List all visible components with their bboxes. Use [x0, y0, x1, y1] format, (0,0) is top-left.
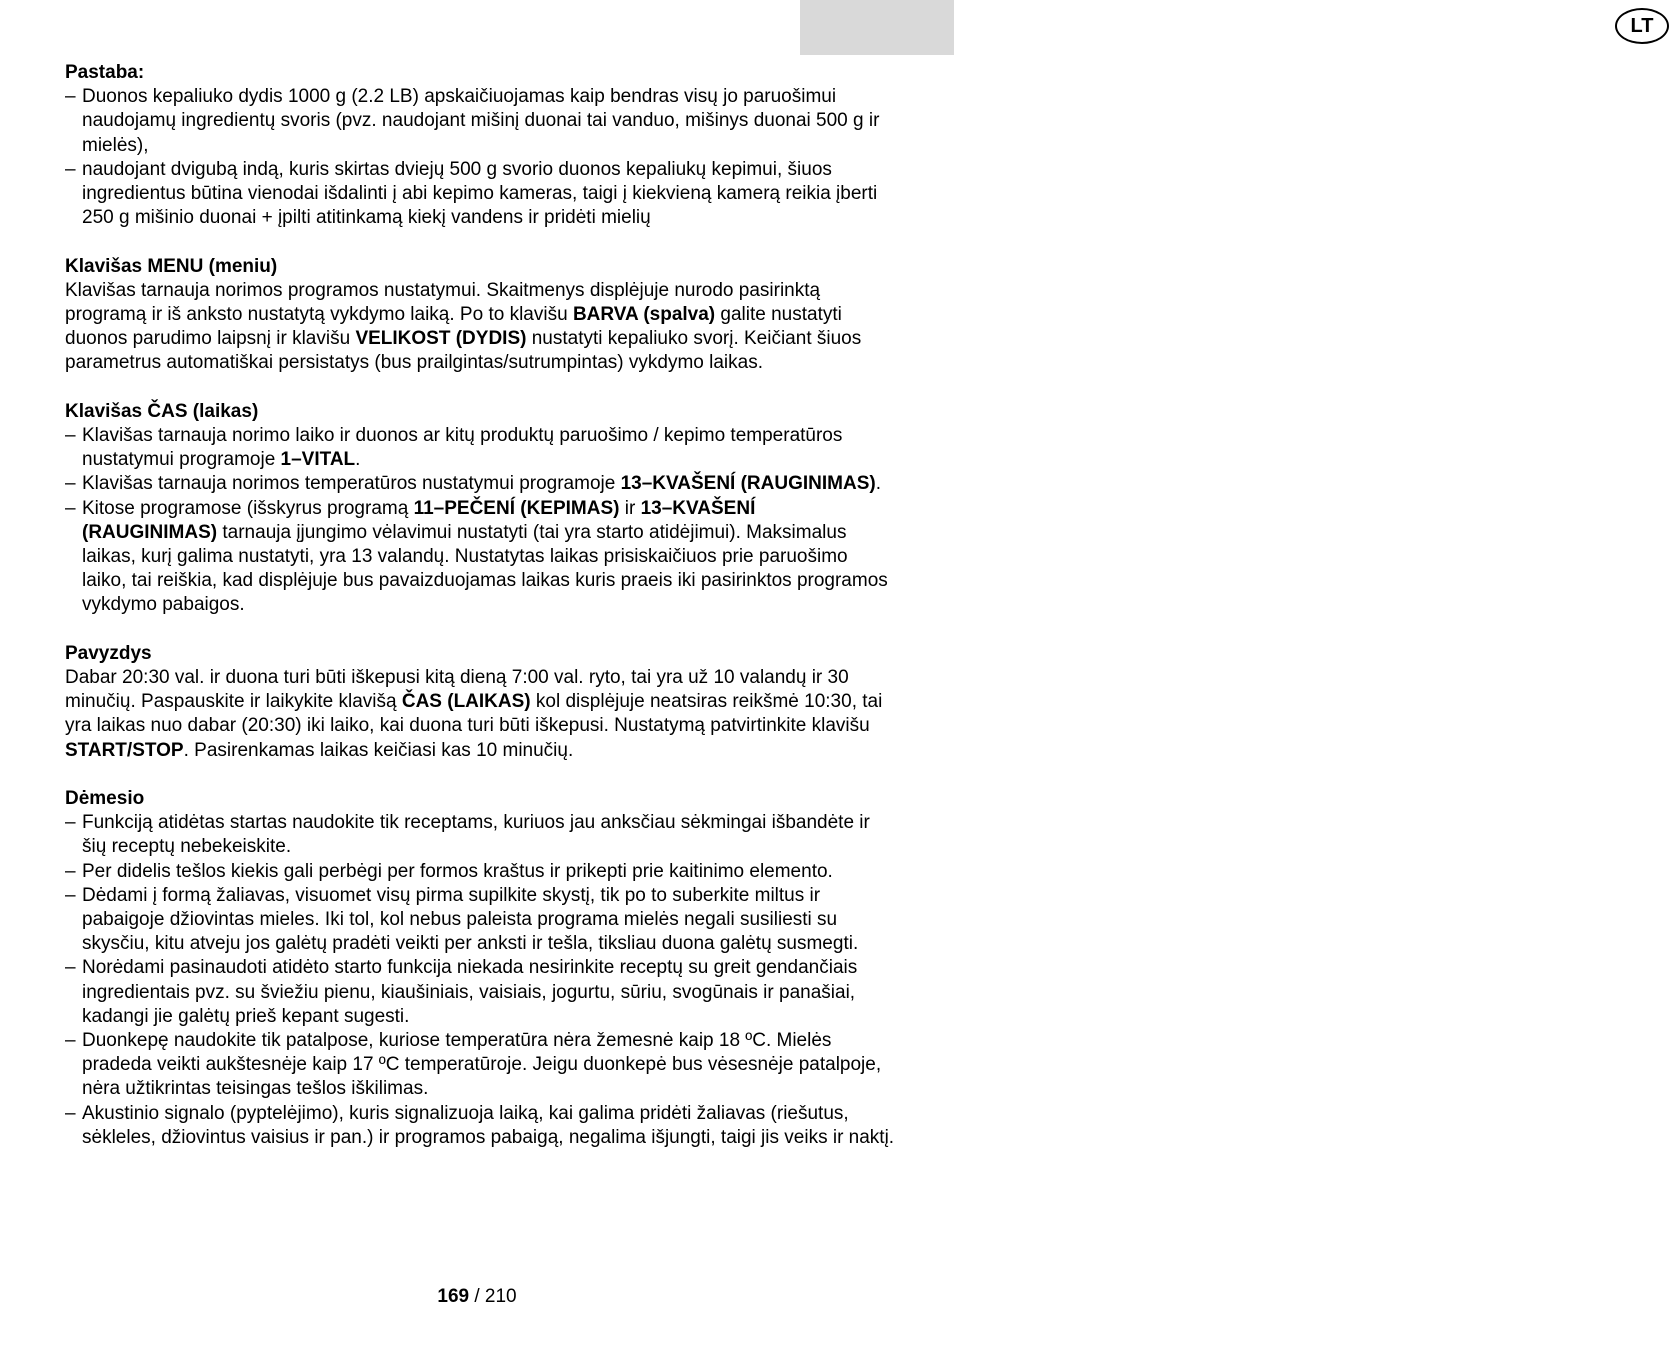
- dash-bullet: –: [65, 1030, 76, 1052]
- bold-text: 13–KVAŠENÍ (RAUGINIMAS): [620, 473, 876, 495]
- list-item: [65, 472, 895, 496]
- text-run: Akustinio signalo (pyptelėjimo), kuris signalizuoja laiką, kai galima pridėti žaliavas (riešutus, sėkleles, džiovintus vaisius ir pan.) ir programos pabaigą, negalima išjungti, taigi jis veiks ir naktį.: [82, 1102, 895, 1148]
- text-run: Klavišas tarnauja norimo laiko ir duonos ar kitų produktų paruošimo / kepimo temperatūros nustatymui programoje: [82, 425, 843, 471]
- list-item: [65, 860, 895, 884]
- section-heading: Klavišas ČAS (laikas): [65, 400, 259, 422]
- page-separator: /: [469, 1286, 485, 1307]
- section-heading: Pastaba:: [65, 62, 145, 83]
- current-page: 169: [437, 1286, 470, 1307]
- text-run: Norėdami pasinaudoti atidėto starto funkcija niekada nesirinkite receptų su greit gendančiais ingredientais pvz. su šviežiu pienu, kiaušiniais, vaisiais, jogurtu, sūriu, svogūnais ir panašiai, kadangi jie galėtų prieš kepant sugesti.: [82, 957, 858, 1027]
- list-item: [65, 956, 895, 1029]
- section-pastaba: [65, 61, 895, 230]
- bold-text: 13–KVAŠENÍ (RAUGINIMAS): [82, 497, 756, 543]
- bullet-list: [65, 811, 895, 1150]
- bold-text: 11–PEČENÍ (KEPIMAS): [413, 497, 620, 519]
- paragraph: [65, 666, 895, 763]
- total-pages: 210: [484, 1286, 517, 1307]
- text-run: galite nustatyti duonos parudimo laipsnį ir klavišu: [65, 304, 842, 350]
- section-heading: Klavišas MENU (meniu): [65, 255, 278, 277]
- text-run: nustatyti kepaliuko svorį. Keičiant šiuos parametrus automatiškai persistatys (bus prailgintas/sutrumpintas) vykdymo laikas.: [65, 328, 862, 374]
- text-run: .: [355, 449, 361, 471]
- text-run: Klavišas tarnauja norimos programos nustatymui. Skaitmenys displėjuje nurodo pasirinktą programą ir iš anksto nustatytą vykdymo laiką. Po to klavišu: [65, 279, 821, 326]
- text-run: . Pasirenkamas laikas keičiasi kas 10 minučių.: [183, 739, 574, 761]
- bullet-list: [65, 85, 895, 230]
- section-heading: Pavyzdys: [65, 642, 152, 664]
- dash-bullet: –: [65, 1102, 76, 1124]
- text-run: Kitose programose (išskyrus programą: [82, 497, 414, 519]
- bold-text: VELIKOST (DYDIS): [355, 328, 527, 350]
- text-run: .: [875, 473, 881, 495]
- list-item: [65, 1102, 895, 1150]
- dash-bullet: –: [65, 425, 76, 447]
- section-time-key: [65, 400, 895, 618]
- language-tab: [800, 0, 1654, 55]
- section-heading: Dėmesio: [65, 788, 145, 810]
- text-run: Dabar 20:30 val. ir duona turi būti iškepusi kitą dieną 7:00 val. ryto, tai yra už 10 valandų ir 30 minučių. Paspauskite ir laikykite klavišą: [65, 667, 849, 713]
- bold-text: BARVA (spalva): [572, 304, 716, 326]
- dash-bullet: –: [65, 884, 76, 906]
- text-run: Duonos kepaliuko dydis 1000 g (2.2 LB) apskaičiuojamas kaip bendras visų jo paruošimui naudojamų ingredientų svoris (pvz. naudojant mišinį duonai tai vanduo, mišinys duonai 500 g ir mielės),: [82, 86, 880, 156]
- text-run: Dėdami į formą žaliavas, visuomet visų pirma supilkite skystį, tik po to suberkite miltus ir pabaigoje džiovintas mieles. Iki tol, kol nebus paleista programa mielės negali susiliesti su skysčiu, kitu atveju jos galėtų pradėti veikti per anksti ir tešla, tiksliau duona galėtų susmegti.: [82, 884, 859, 955]
- dash-bullet: –: [65, 957, 76, 979]
- list-item: [65, 424, 895, 472]
- list-item: [65, 158, 895, 231]
- bold-text: START/STOP: [65, 739, 184, 761]
- dash-bullet: –: [65, 812, 76, 834]
- list-item: [65, 85, 895, 158]
- list-item: [65, 811, 895, 859]
- bold-text: 1–VITAL: [280, 449, 356, 471]
- dash-bullet: –: [65, 473, 76, 495]
- text-run: Funkciją atidėtas startas naudokite tik receptams, kuriuos jau anksčiau sėkmingai išbandėte ir šių receptų nebekeiskite.: [82, 812, 870, 858]
- section-menu-key: [65, 255, 895, 376]
- paragraph: [65, 279, 895, 376]
- dash-bullet: –: [65, 497, 76, 519]
- section-example: [65, 642, 895, 763]
- text-run: Per didelis tešlos kiekis gali perbėgi per formos kraštus ir prikepti prie kaitinimo elemento.: [82, 860, 833, 882]
- language-badge: LT: [1615, 8, 1669, 44]
- list-item: [65, 884, 895, 957]
- text-run: kol displėjuje neatsiras reikšmė 10:30, tai yra laikas nuo dabar (20:30) iki laiko, kai duona turi būti iškepusi. Nustatymą patvirtinkite klavišu: [65, 691, 883, 737]
- text-run: Duonkepę naudokite tik patalpose, kuriose temperatūra nėra žemesnė kaip 18 ºC. Mielės pradeda veikti aukštesnėje kaip 17 ºC temperatūroje. Jeigu duonkepė bus vėsesnėje patalpoje, nėra užtikrintas teisingas tešlos iškilimas.: [82, 1030, 882, 1100]
- section-attention: [65, 787, 895, 1150]
- dash-bullet: –: [65, 860, 76, 882]
- list-item: [65, 497, 895, 618]
- bold-text: ČAS (LAIKAS): [401, 691, 531, 713]
- dash-bullet: –: [65, 86, 76, 108]
- text-run: tarnauja įjungimo vėlavimui nustatyti (tai yra starto atidėjimui). Maksimalus laikas, kurį galima nustatyti, yra 13 valandų. Nustatytas laikas prisiskaičiuos prie paruošimo laiko, tai reiškia, kad displėjuje bus pavaizduojamas laikas kuris praeis iki pasirinktos programos vykdymo pabaigos.: [82, 521, 888, 616]
- text-run: naudojant dvigubą indą, kuris skirtas dviejų 500 g svorio duonos kepaliukų kepimui, šiuos ingredientus būtina vienodai išdalinti į abi kepimo kameras, taigi į kiekvieną kamerą reikia įberti 250 g mišinio duonai + įpilti atitinkamą kiekį vandens ir pridėti mielių: [82, 158, 878, 229]
- text-run: ir: [619, 497, 641, 519]
- page-number: [0, 1286, 954, 1308]
- bullet-list: [65, 424, 895, 618]
- dash-bullet: –: [65, 158, 76, 180]
- text-run: Klavišas tarnauja norimos temperatūros nustatymui programoje: [82, 473, 621, 495]
- list-item: [65, 1029, 895, 1102]
- document-body: [65, 61, 895, 1174]
